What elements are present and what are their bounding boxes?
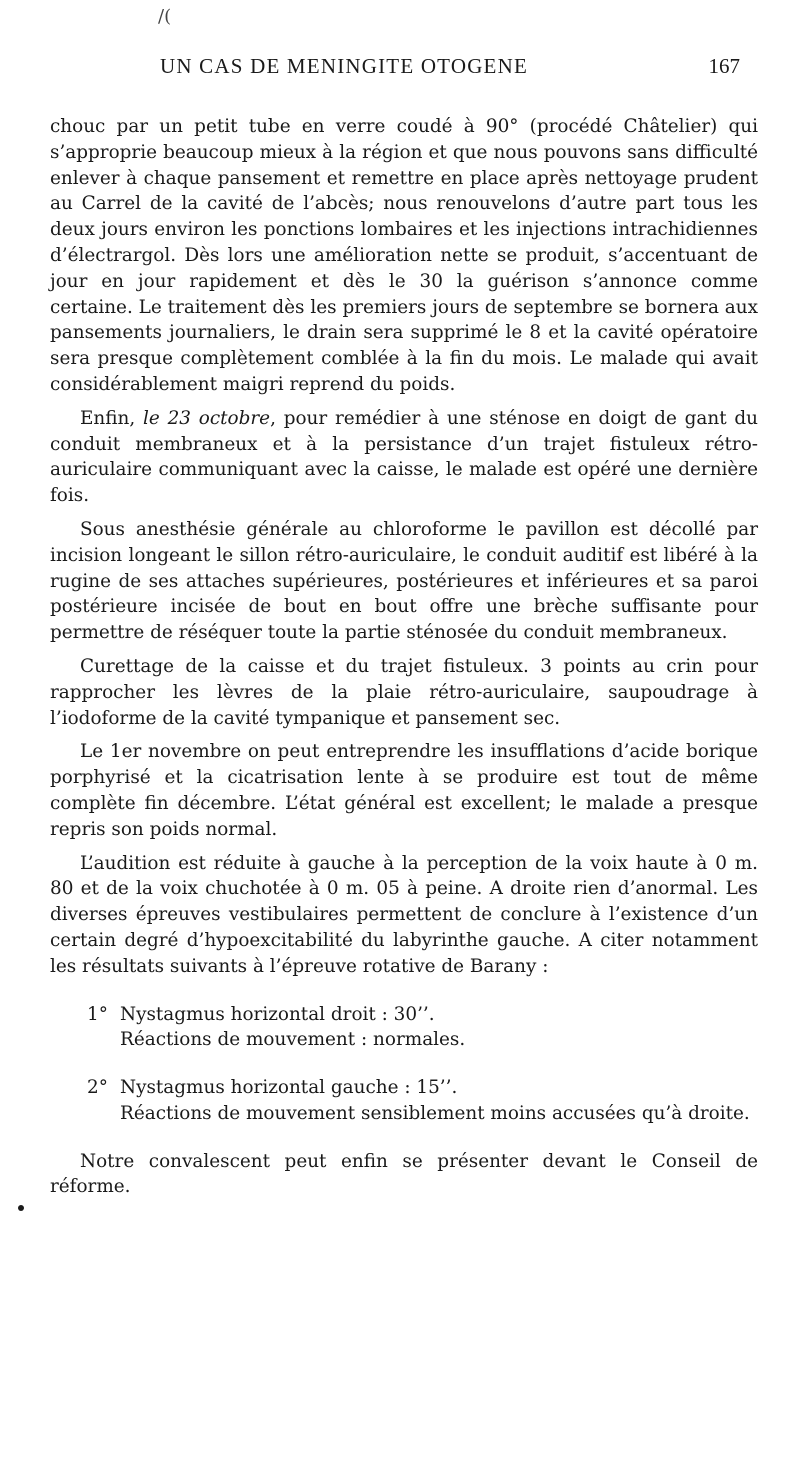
paragraph-2-lead: Enfin,: [80, 407, 144, 429]
result-number: 2°: [87, 1077, 108, 1099]
running-title: UN CAS DE MENINGITE OTOGENE: [160, 54, 528, 78]
paragraph-5: Le 1er novembre on peut entreprendre les insufflations d’acide borique porphyrisé et la cicatrisation lente à se produire est tout de même complète fin décembre. L’état général est excellent; le malade a presque repris son poids normal.: [50, 741, 758, 840]
result-number: 1°: [87, 1003, 108, 1025]
paragraph-3: Sous anesthésie générale au chloroforme le pavillon est décollé par incision longeant le sillon rétro-auriculaire, le conduit auditif est libéré à la rugine de ses attaches supérieures, postérieures et inférieures et sa paroi postérieure incisée de bout en bout offre une brèche suffisante pour permettre de réséquer toute la partie sténosée du conduit membraneux.: [50, 518, 758, 644]
margin-dot: [18, 1205, 24, 1211]
result-line: Nystagmus horizontal gauche : 15’’.: [120, 1077, 458, 1099]
paragraph-2-date: le 23 octobre: [143, 407, 271, 429]
result-sub: Réactions de mouvement : normales.: [120, 1029, 466, 1051]
margin-mark: /(: [158, 6, 172, 27]
body-text: [50, 114, 758, 1208]
page-header: [160, 54, 740, 88]
paragraph-2-rest: , pour remédier à une sténose en doigt de gant du conduit membraneux et à la persistance d’un trajet fistuleux rétro-auriculaire communiquant avec la caisse, le malade est opéré une dernière fois.: [50, 407, 759, 507]
paragraph-2: [50, 406, 758, 509]
result-sub: Réactions de mouvement sensiblement moins accusées qu’à droite.: [120, 1102, 750, 1124]
closing-paragraph: Notre convalescent peut enfin se présenter devant le Conseil de réforme.: [50, 1150, 758, 1198]
result-item-1: [50, 1002, 758, 1054]
result-item-2: [50, 1075, 758, 1127]
paragraph-6: L’audition est réduite à gauche à la perception de la voix haute à 0 m. 80 et de la voix chuchotée à 0 m. 05 à peine. A droite rien d’anormal. Les diverses épreuves vestibulaires permettent de conclure à l’existence d’un certain degré d’hypoexcitabilité du labyrinthe gauche. A citer notamment les résultats suivants à l’épreuve rotative de Barany :: [50, 852, 758, 977]
paragraph-4: Curettage de la caisse et du trajet fistuleux. 3 points au crin pour rapprocher les lèvres de la plaie rétro-auriculaire, saupoudrage à l’iodoforme de la cavité tympanique et pansement sec.: [50, 655, 758, 729]
page-number: 167: [708, 54, 740, 78]
result-line: Nystagmus horizontal droit : 30’’.: [120, 1003, 435, 1025]
paragraph-1: chouc par un petit tube en verre coudé à 90° (procédé Châtelier) qui s’approprie beaucoup mieux à la région et que nous pouvons sans difficulté enlever à chaque pansement et remettre en place après nettoyage prudent au Carrel de la cavité de l’abcès; nous renouvelons d’autre part tous les deux jours environ les ponctions lombaires et les injections intrachidiennes d’électrargol. Dès lors une amélioration nette se produit, s’accentuant de jour en jour rapidement et dès le 30 la guérison s’annonce comme certaine. Le traitement dès les premiers jours de septembre se bornera aux pansements journaliers, le drain sera supprimé le 8 et la cavité opératoire sera presque complètement comblée à la fin du mois. Le malade qui avait considérablement maigri reprend du poids.: [50, 116, 758, 395]
